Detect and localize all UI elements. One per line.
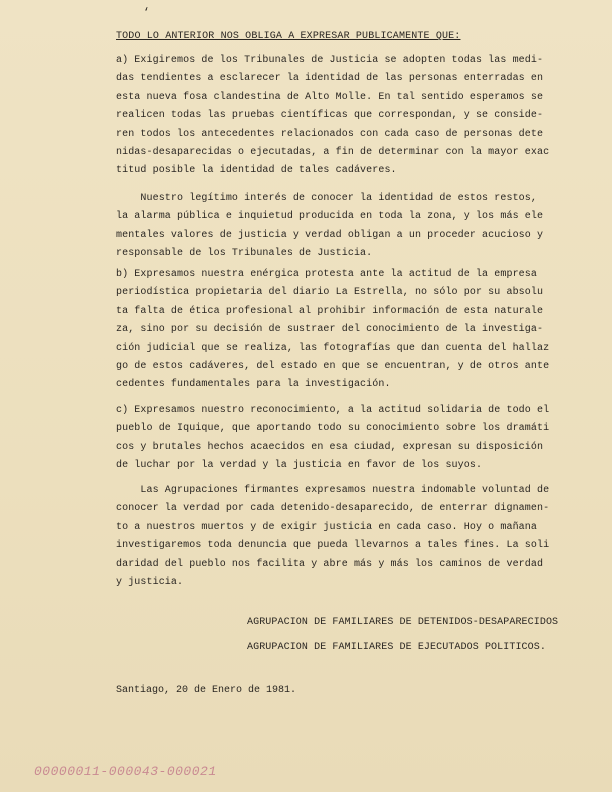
text-line: cedentes fundamentales para la investigación. xyxy=(116,379,391,391)
text-line: y justicia. xyxy=(116,577,184,589)
archive-stamp: 00000011-000043-000021 xyxy=(34,764,217,779)
text-line: daridad del pueblo nos facilita y abre más y más los caminos de verdad xyxy=(116,558,544,570)
text-line: za, sino por su decisión de sustraer del conocimiento de la investiga- xyxy=(116,324,544,336)
text-line: Nuestro legítimo interés de conocer la identidad de estos restos, xyxy=(116,193,537,204)
text-line: investigaremos toda denuncia que pueda llevarnos a tales fines. La soli xyxy=(116,540,550,552)
text-line: ción judicial que se realiza, las fotografías que dan cuenta del hallaz xyxy=(116,342,550,354)
document-heading: TODO LO ANTERIOR NOS OBLIGA A EXPRESAR PUBLICAMENTE QUE: xyxy=(116,31,461,42)
text-line: c) Expresamos nuestro reconocimiento, a la actitud solidaria de todo el xyxy=(116,405,550,416)
paragraph-b xyxy=(116,266,566,395)
text-line: pueblo de Iquique, que aportando todo su conocimiento sobre los dramáti xyxy=(116,423,550,435)
text-line: mentales valores de justicia y verdad obligan a un proceder acucioso y xyxy=(116,229,544,241)
text-line: nidas-desaparecidas o ejecutadas, a fin de determinar con la mayor exac xyxy=(116,147,550,159)
text-line: conocer la verdad por cada detenido-desaparecido, de enterrar dignamen- xyxy=(116,503,550,515)
signature-detenidos: AGRUPACION DE FAMILIARES DE DETENIDOS-DESAPARECIDOS xyxy=(247,617,559,628)
text-line: go de estos cadáveres, del estado en que se encuentran, y de otros ante xyxy=(116,361,550,373)
text-line: de luchar por la verdad y la justicia en favor de los suyos. xyxy=(116,460,483,472)
text-line: la alarma pública e inquietud producida en toda la zona, y los más ele xyxy=(116,211,544,223)
text-line: esta nueva fosa clandestina de Alto Molle. En tal sentido esperamos se xyxy=(116,91,544,103)
text-line: Las Agrupaciones firmantes expresamos nuestra indomable voluntad de xyxy=(116,485,550,496)
paragraph-closing xyxy=(116,482,566,592)
dateline: Santiago, 20 de Enero de 1981. xyxy=(116,685,297,696)
paragraph-a-continued xyxy=(116,190,566,264)
text-line: a) Exigiremos de los Tribunales de Justicia se adopten todas las medi- xyxy=(116,55,544,66)
text-line: b) Expresamos nuestra enérgica protesta ante la actitud de la empresa xyxy=(116,269,537,280)
paragraph-a xyxy=(116,52,566,181)
text-line: das tendientes a esclarecer la identidad de las personas enterradas en xyxy=(116,73,544,85)
text-line: to a nuestros muertos y de exigir justicia en cada caso. Hoy o mañana xyxy=(116,521,537,533)
text-line: cos y brutales hechos acaecidos en esa ciudad, expresan su disposición xyxy=(116,441,544,453)
text-line: realicen todas las pruebas científicas que correspondan, y se conside- xyxy=(116,110,544,122)
text-line: responsable de los Tribunales de Justicia. xyxy=(116,248,373,260)
text-line: titud posible la identidad de tales cadáveres. xyxy=(116,165,397,177)
signature-ejecutados: AGRUPACION DE FAMILIARES DE EJECUTADOS POLITICOS. xyxy=(247,642,546,653)
ink-mark: ‘ xyxy=(143,7,150,19)
text-line: ta falta de ética profesional al prohibir información de esta naturale xyxy=(116,305,544,317)
paragraph-c xyxy=(116,402,566,476)
text-line: periodística propietaria del diario La Estrella, no sólo por su absolu xyxy=(116,287,544,299)
text-line: ren todos los antecedentes relacionados con cada caso de personas dete xyxy=(116,128,544,140)
